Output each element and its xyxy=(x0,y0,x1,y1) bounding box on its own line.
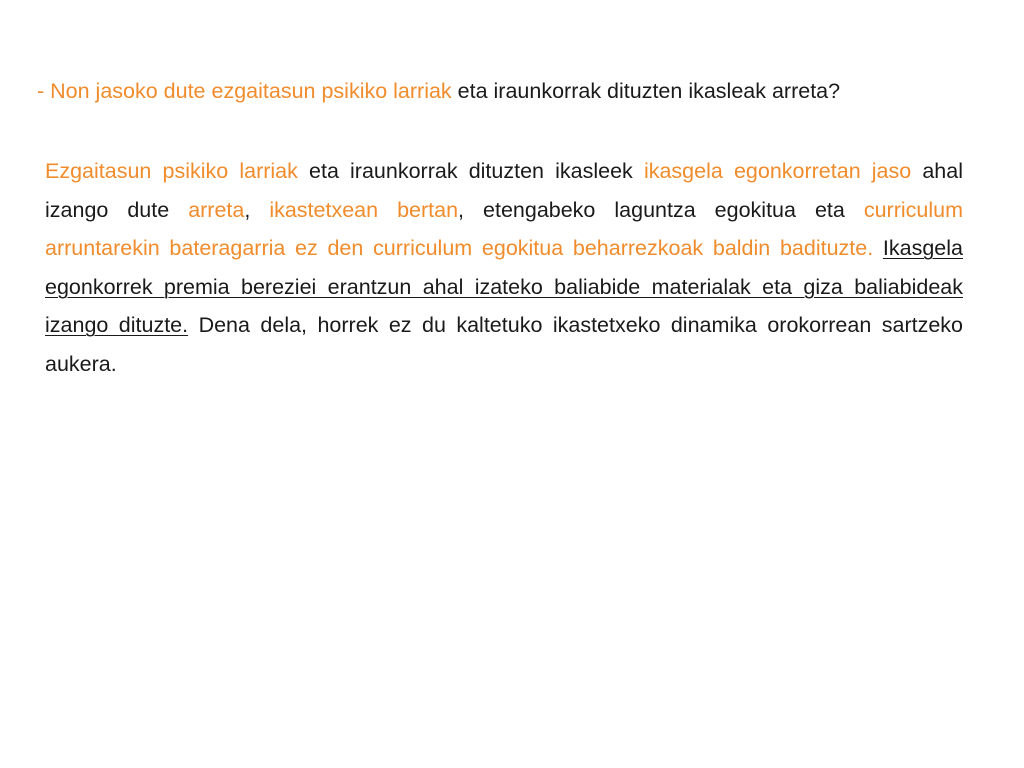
body-highlight-curriculum: curriculum arruntarekin bateragarria ez den curriculum egokitua beharrezkoak baldin badituzte. xyxy=(45,197,963,260)
body-plain-text: Dena dela, horrek ez du kaltetuko ikastetxeko dinamika orokorrean sartzeko aukera. xyxy=(45,313,963,376)
slide-heading xyxy=(37,77,1007,105)
body-plain-text: ahal izango dute xyxy=(45,159,963,222)
body-highlight-stable-classrooms: ikasgela egonkorretan jaso xyxy=(643,159,912,183)
body-underlined-resources: Ikasgela egonkorrek premia bereziei erantzun ahal izateko baliabide materialak eta giza baliabideak izango dituzte. xyxy=(45,236,963,337)
body-highlight-disability: Ezgaitasun psikiko larriak xyxy=(45,159,298,183)
body-highlight-school: ikastetxean bertan xyxy=(269,197,459,222)
body-plain-text: eta iraunkorrak dituzten ikasleek xyxy=(297,159,644,183)
body-highlight-attention: arreta xyxy=(188,197,245,222)
body-plain-text: , etengabeko laguntza egokitua eta xyxy=(458,197,864,222)
slide-body-paragraph xyxy=(45,152,963,383)
heading-plain-question: eta iraunkorrak dituzten ikasleak arreta? xyxy=(451,79,841,103)
body-plain-text: , xyxy=(244,197,270,222)
heading-highlight-question: - Non jasoko dute ezgaitasun psikiko larriak xyxy=(37,79,452,103)
body-plain-text xyxy=(873,236,883,260)
